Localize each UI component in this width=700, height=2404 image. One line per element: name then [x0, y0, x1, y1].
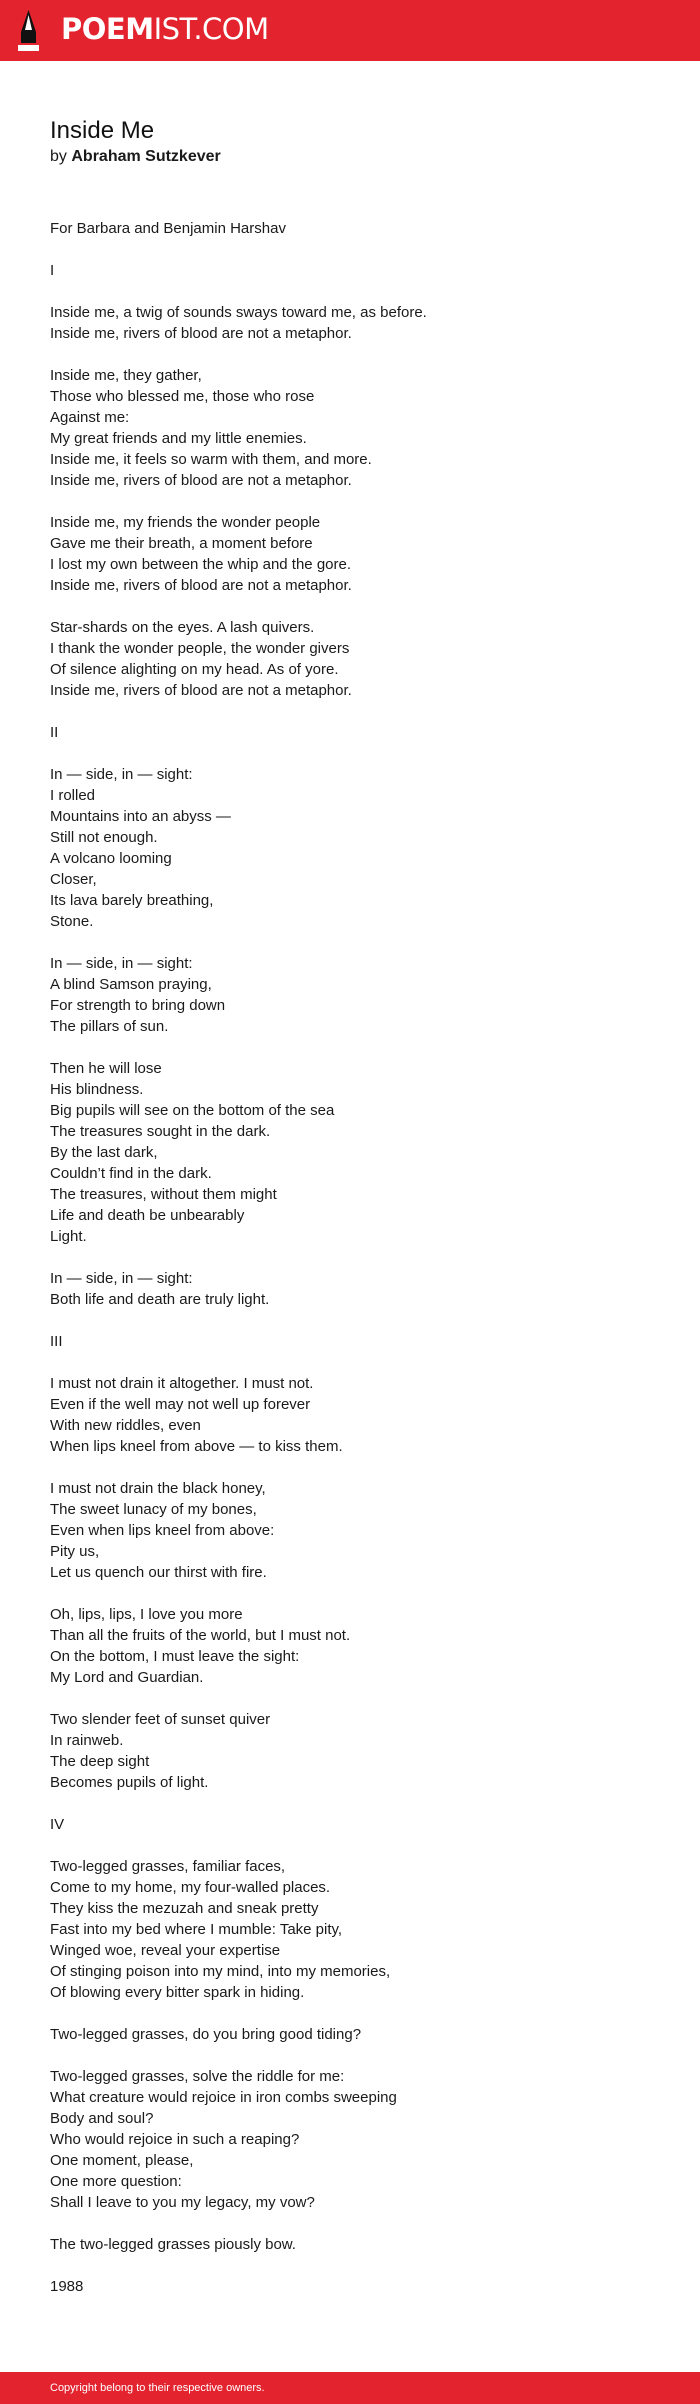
poem-line: Oh, lips, lips, I love you more [50, 1606, 243, 1623]
poem-line: Those who blessed me, those who rose [50, 388, 315, 405]
poem-line: I rolled [50, 787, 96, 804]
poem-line: Inside me, rivers of blood are not a metaphor. [50, 682, 352, 699]
poem-line: In rainweb. [50, 1732, 124, 1749]
poem-line: Its lava barely breathing, [50, 892, 214, 909]
poem-line: Of stinging poison into my mind, into my memories, [50, 1963, 391, 1980]
poem-line: One more question: [50, 2173, 182, 2190]
poem-line: Closer, [50, 871, 97, 888]
stanza-break [50, 2213, 670, 2234]
poem-line: Light. [50, 1228, 87, 1245]
poem-line: Even when lips kneel from above: [50, 1522, 275, 1539]
poem-line: Inside me, it feels so warm with them, and more. [50, 451, 372, 468]
stanza-break [50, 1310, 670, 1331]
logo-bold-text: POEM [61, 12, 154, 46]
poem-line: Pity us, [50, 1543, 100, 1560]
poem-line: Inside me, a twig of sounds sways toward me, as before. [50, 304, 427, 321]
stanza-break [50, 932, 670, 953]
stanza-break [50, 491, 670, 512]
poem-line: Even if the well may not well up forever [50, 1396, 311, 1413]
poem-line: Fast into my bed where I mumble: Take pity, [50, 1921, 343, 1938]
author-name[interactable]: Abraham Sutzkever [71, 148, 221, 165]
stanza-break [50, 2003, 670, 2024]
stanza-break [50, 1688, 670, 1709]
poem-line: Winged woe, reveal your expertise [50, 1942, 281, 1959]
poem-line: Inside me, rivers of blood are not a metaphor. [50, 325, 352, 342]
stanza-break [50, 1583, 670, 1604]
poem-line: With new riddles, even [50, 1417, 201, 1434]
poem-line: Body and soul? [50, 2110, 154, 2127]
stanza-break [50, 281, 670, 302]
logo-light-text: IST.COM [153, 12, 269, 46]
poem-line: The pillars of sun. [50, 1018, 169, 1035]
poem-line: Two-legged grasses, solve the riddle for me: [50, 2068, 345, 2085]
stanza-break [50, 701, 670, 722]
poem-line: I [50, 262, 55, 279]
poem-line: In — side, in — sight: [50, 955, 193, 972]
poem-line: My great friends and my little enemies. [50, 430, 307, 447]
poem-line: Both life and death are truly light. [50, 1291, 270, 1308]
poem-line: Two-legged grasses, familiar faces, [50, 1858, 286, 1875]
poem-line: I must not drain the black honey, [50, 1480, 266, 1497]
poem-line: Gave me their breath, a moment before [50, 535, 313, 552]
site-footer [0, 2372, 700, 2404]
poem-title: Inside Me [50, 117, 155, 144]
site-logo[interactable] [61, 12, 269, 46]
poem-line: Shall I leave to you my legacy, my vow? [50, 2194, 315, 2211]
poem-line: Stone. [50, 913, 94, 930]
poem-line: Two-legged grasses, do you bring good tiding? [50, 2026, 362, 2043]
poem-line: The treasures, without them might [50, 1186, 277, 1203]
poem-line: The sweet lunacy of my bones, [50, 1501, 257, 1518]
poem-line: When lips kneel from above — to kiss them. [50, 1438, 343, 1455]
site-header [0, 0, 700, 61]
stanza-break [50, 2255, 670, 2276]
poem-line: They kiss the mezuzah and sneak pretty [50, 1900, 319, 1917]
poem-line: I lost my own between the whip and the gore. [50, 556, 352, 573]
by-label: by [50, 148, 67, 165]
poem-line: Of blowing every bitter spark in hiding. [50, 1984, 305, 2001]
poem-line: Life and death be unbearably [50, 1207, 245, 1224]
poem-line: Star-shards on the eyes. A lash quivers. [50, 619, 315, 636]
byline [50, 146, 221, 168]
poem-line: His blindness. [50, 1081, 144, 1098]
poem-line: Inside me, rivers of blood are not a metaphor. [50, 577, 352, 594]
poem-line: What creature would rejoice in iron combs sweeping [50, 2089, 397, 2106]
poem-line: Then he will lose [50, 1060, 162, 1077]
poem-line: Mountains into an abyss — [50, 808, 231, 825]
poem-body [50, 218, 670, 2297]
poem-line: I must not drain it altogether. I must not. [50, 1375, 314, 1392]
pen-nib-icon[interactable] [17, 10, 40, 51]
copyright-text: Copyright belong to their respective owners. [50, 2382, 265, 2394]
stanza-break [50, 596, 670, 617]
poem-line: The deep sight [50, 1753, 150, 1770]
poem-line: Of silence alighting on my head. As of yore. [50, 661, 339, 678]
stanza-break [50, 1793, 670, 1814]
poem-line: By the last dark, [50, 1144, 158, 1161]
poem-line: Inside me, they gather, [50, 367, 202, 384]
poem-line: The two-legged grasses piously bow. [50, 2236, 296, 2253]
poem-line: A blind Samson praying, [50, 976, 212, 993]
stanza-break [50, 344, 670, 365]
stanza-break [50, 1247, 670, 1268]
poem-line: 1988 [50, 2278, 84, 2295]
poem-line: Who would rejoice in such a reaping? [50, 2131, 300, 2148]
poem-line: Against me: [50, 409, 130, 426]
poem-line: Couldn’t find in the dark. [50, 1165, 212, 1182]
poem-line: Becomes pupils of light. [50, 1774, 209, 1791]
poem-line: One moment, please, [50, 2152, 194, 2169]
stanza-break [50, 1037, 670, 1058]
poem-line: IV [50, 1816, 65, 1833]
poem-line: Inside me, my friends the wonder people [50, 514, 321, 531]
poem-line: I thank the wonder people, the wonder givers [50, 640, 350, 657]
poem-line: On the bottom, I must leave the sight: [50, 1648, 300, 1665]
poem-line: Inside me, rivers of blood are not a metaphor. [50, 472, 352, 489]
poem-line: Big pupils will see on the bottom of the sea [50, 1102, 335, 1119]
poem-line: A volcano looming [50, 850, 172, 867]
poem-line: Than all the fruits of the world, but I must not. [50, 1627, 351, 1644]
stanza-break [50, 2045, 670, 2066]
stanza-break [50, 743, 670, 764]
poem-line: For strength to bring down [50, 997, 226, 1014]
poem-line: In — side, in — sight: [50, 1270, 193, 1287]
poem-line: In — side, in — sight: [50, 766, 193, 783]
poem-line: Still not enough. [50, 829, 158, 846]
stanza-break [50, 239, 670, 260]
poem-line: For Barbara and Benjamin Harshav [50, 220, 286, 237]
poem-line: Two slender feet of sunset quiver [50, 1711, 271, 1728]
stanza-break [50, 1352, 670, 1373]
poem-line: Come to my home, my four-walled places. [50, 1879, 331, 1896]
poem-line: III [50, 1333, 63, 1350]
poem-line: Let us quench our thirst with fire. [50, 1564, 267, 1581]
stanza-break [50, 1835, 670, 1856]
poem-line: My Lord and Guardian. [50, 1669, 204, 1686]
poem-line: The treasures sought in the dark. [50, 1123, 271, 1140]
stanza-break [50, 1457, 670, 1478]
poem-line: II [50, 724, 59, 741]
